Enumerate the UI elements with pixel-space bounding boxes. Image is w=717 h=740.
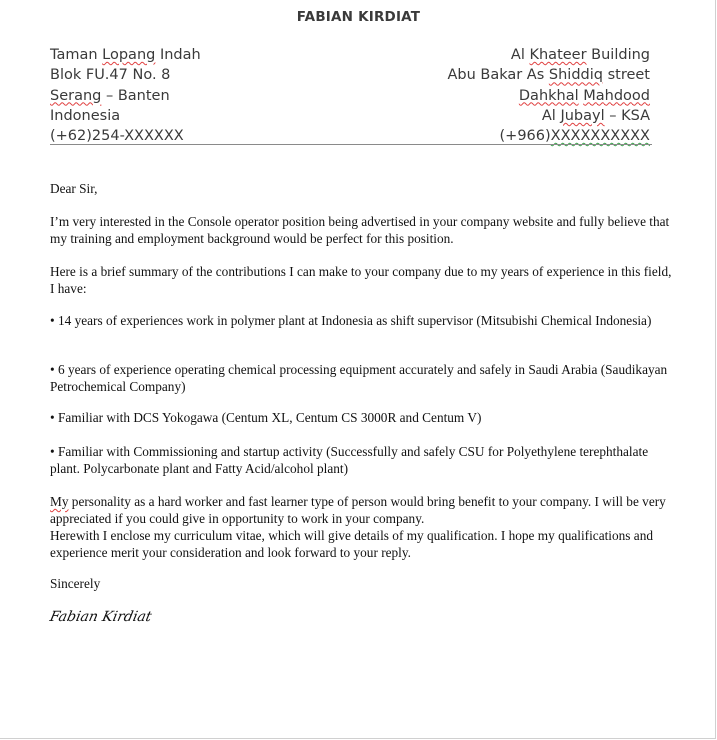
bullet-item: • 6 years of experience operating chemical processing equipment accurately and safely in Saudi Arabia (Saudikayan Petrochemical Company) xyxy=(50,362,668,394)
sender-address-line: Blok FU.47 No. 8 xyxy=(50,67,171,84)
recipient-address-line: Al Khateer Building xyxy=(510,47,650,63)
bullet-item: • 14 years of experiences work in polymer plant at Indonesia as shift supervisor (Mitsubishi Chemical Indonesia) xyxy=(50,313,652,328)
sender-address xyxy=(50,45,201,146)
sender-address-line: Taman Lopang Indah xyxy=(50,47,201,63)
paragraph-interest: I’m very interested in the Console operator position being advertised in your company website and fully believe that my training and employment background would be perfect for this position. xyxy=(50,214,670,246)
letter-title: FABIAN KIRDIAT xyxy=(296,9,421,25)
sender-address-line: Indonesia xyxy=(50,107,121,124)
bullet-item: • Familiar with Commissioning and startup activity (Successfully and safely CSU for Polyethylene terephthalate plant. Polycarbonate plant and Fatty Acid/alcohol plant) xyxy=(50,444,649,476)
recipient-phone: (+966)XXXXXXXXXX xyxy=(499,128,650,145)
header-divider xyxy=(50,144,652,145)
sender-address-line: Serang – Banten xyxy=(50,87,170,104)
recipient-address xyxy=(447,45,650,146)
recipient-address-line: Abu Bakar As Shiddiq street xyxy=(447,67,650,84)
recipient-address-line: Dahkhal Mahdood xyxy=(518,87,650,104)
recipient-address-line: Al Jubayl – KSA xyxy=(541,107,650,124)
bullet-item: • Familiar with DCS Yokogawa (Centum XL, Centum CS 3000R and Centum V) xyxy=(50,410,482,425)
paragraph-closing: My personality as a hard worker and fast learner type of person would bring benefit to your company. I will be very appreciated if you could give in opportunity to work in your company. Herewith I enclose my curriculum vitae, which will give details of my qualification. I hope my qualifications and experience merit your consideration and look forward to your reply. xyxy=(50,494,666,560)
sign-off: Sincerely xyxy=(50,576,101,591)
sender-phone: (+62)254-XXXXXX xyxy=(50,128,184,145)
paragraph-summary: Here is a brief summary of the contributions I can make to your company due to my years of experience in this field, I have: xyxy=(50,264,672,296)
handwritten-signature: Fabian Kirdiat xyxy=(48,609,154,625)
letter-salutation: Dear Sir, xyxy=(50,181,98,196)
